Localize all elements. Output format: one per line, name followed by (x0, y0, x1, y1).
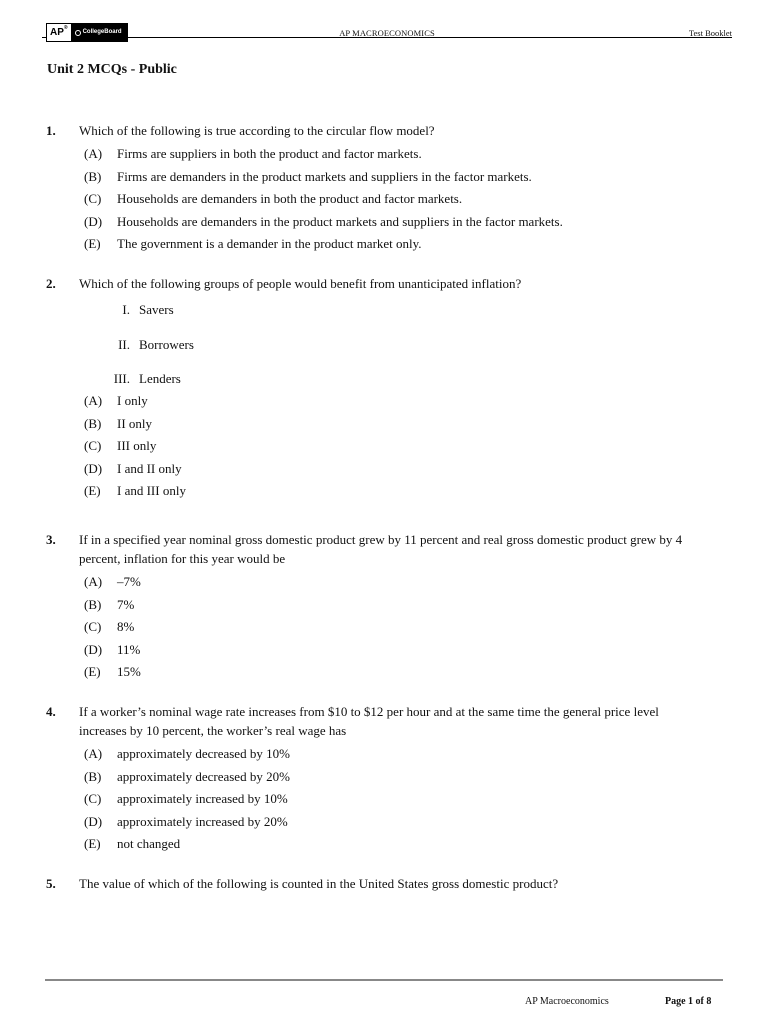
roman-numeral: I. (122, 302, 130, 317)
page-title: Unit 2 MCQs - Public (47, 62, 177, 77)
choice-text: II only (117, 415, 153, 431)
choice-text: Households are demanders in the product markets and suppliers in the factor markets. (117, 213, 563, 229)
choice-letter: (E) (84, 664, 101, 679)
choice-letter: (D) (84, 460, 103, 476)
question-number: 1. (46, 123, 56, 138)
choice-letter: (C) (84, 438, 102, 453)
question-stem-line: percent, inflation for this year would be (79, 551, 286, 566)
answer-choice-d (84, 811, 730, 834)
choice-letter: (A) (84, 393, 103, 408)
question-stem (79, 530, 730, 568)
roman-numeral-list (84, 300, 730, 388)
choice-letter: (E) (84, 236, 101, 251)
ap-logo-mark: AP® (47, 24, 71, 41)
choice-text: I only (117, 393, 148, 408)
question-number: 3. (46, 532, 56, 547)
answer-choice-a (84, 390, 730, 413)
answer-choice-b (84, 594, 730, 617)
header-booklet-label: Test Booklet (688, 28, 732, 38)
question-stem: The value of which of the following is counted in the United States gross domestic product? (79, 876, 559, 891)
choice-letter: (C) (84, 619, 102, 634)
choice-text: Firms are demanders in the product markets and suppliers in the factor markets. (117, 168, 532, 184)
college-board-logo-text: CollegeBoard (82, 29, 122, 35)
question-stem (79, 702, 730, 740)
choice-letter: (B) (84, 596, 102, 612)
choice-letter: (E) (84, 836, 101, 851)
choice-text: I and III only (117, 483, 186, 498)
roman-text: Borrowers (139, 336, 194, 352)
question-number: 5. (46, 876, 56, 891)
question-4 (46, 702, 730, 856)
choice-letter: (B) (84, 168, 102, 184)
answer-choice-a (84, 571, 730, 594)
choice-text: –7% (117, 574, 141, 589)
answer-choice-d (84, 211, 730, 234)
question-number: 2. (46, 276, 56, 291)
answer-choice-b (84, 166, 730, 189)
footer-course-name: AP Macroeconomics (525, 996, 609, 1007)
answer-choices (84, 571, 730, 684)
choice-letter: (B) (84, 415, 102, 431)
choice-letter: (B) (84, 768, 102, 784)
choice-text: The government is a demander in the product market only. (117, 236, 422, 251)
answer-choice-d (84, 458, 730, 481)
question-stem: Which of the following groups of people would benefit from unanticipated inflation? (79, 276, 522, 291)
choice-text: III only (117, 438, 157, 453)
roman-item-i (84, 300, 730, 335)
choice-text: I and II only (117, 460, 182, 476)
answer-choice-a (84, 143, 730, 166)
choice-text: approximately decreased by 10% (117, 746, 290, 761)
answer-choice-e (84, 233, 730, 256)
question-3 (46, 530, 730, 684)
choice-text: approximately increased by 20% (117, 813, 288, 829)
footer-rule (45, 979, 723, 981)
choice-letter: (A) (84, 574, 103, 589)
choice-letter: (C) (84, 791, 102, 806)
answer-choices (84, 390, 730, 503)
choice-letter: (D) (84, 641, 103, 657)
roman-text: Savers (139, 302, 174, 317)
choice-text: Firms are suppliers in both the product and factor markets. (117, 146, 422, 161)
choice-text: 7% (117, 596, 135, 612)
answer-choices (84, 743, 730, 856)
answer-choice-d (84, 639, 730, 662)
choice-text: approximately increased by 10% (117, 791, 288, 806)
choice-text: approximately decreased by 20% (117, 768, 290, 784)
choice-letter: (E) (84, 483, 101, 498)
question-stem-line: If a worker’s nominal wage rate increases from $10 to $12 per hour and at the same time the general price level (79, 704, 659, 719)
answer-choice-b (84, 766, 730, 789)
question-number: 4. (46, 704, 56, 719)
question-2 (46, 274, 730, 503)
answer-choice-a (84, 743, 730, 766)
answer-choice-b (84, 413, 730, 436)
choice-text: 11% (117, 641, 141, 657)
answer-choice-c (84, 616, 730, 639)
question-1 (46, 121, 730, 256)
answer-choice-c (84, 788, 730, 811)
choice-text: not changed (117, 836, 181, 851)
choice-letter: (D) (84, 213, 103, 229)
question-stem: Which of the following is true according to the circular flow model? (79, 123, 435, 138)
answer-choice-e (84, 833, 730, 856)
ap-logo-text: AP (50, 27, 64, 38)
answer-choice-c (84, 188, 730, 211)
page-number: Page 1 of 8 (665, 996, 712, 1007)
roman-numeral: III. (113, 371, 130, 386)
choice-letter: (C) (84, 191, 102, 206)
choice-letter: (A) (84, 146, 103, 161)
roman-item-iii (84, 369, 730, 388)
answer-choice-e (84, 661, 730, 684)
question-5 (46, 874, 730, 893)
choice-text: 8% (117, 619, 135, 634)
answer-choice-c (84, 435, 730, 458)
choice-letter: (D) (84, 813, 103, 829)
choice-letter: (A) (84, 746, 103, 761)
header-course-title: AP MACROECONOMICS (339, 28, 435, 38)
answer-choices (84, 143, 730, 256)
roman-numeral: II. (118, 336, 130, 352)
roman-item-ii (84, 335, 730, 370)
question-stem-line: If in a specified year nominal gross domestic product grew by 11 percent and real gross domestic product grew by 4 (79, 532, 683, 547)
page-header (42, 20, 732, 42)
choice-text: 15% (117, 664, 141, 679)
answer-choice-e (84, 480, 730, 503)
question-stem-line: increases by 10 percent, the worker’s real wage has (79, 723, 347, 738)
roman-text: Lenders (139, 371, 181, 386)
choice-text: Households are demanders in both the product and factor markets. (117, 191, 463, 206)
